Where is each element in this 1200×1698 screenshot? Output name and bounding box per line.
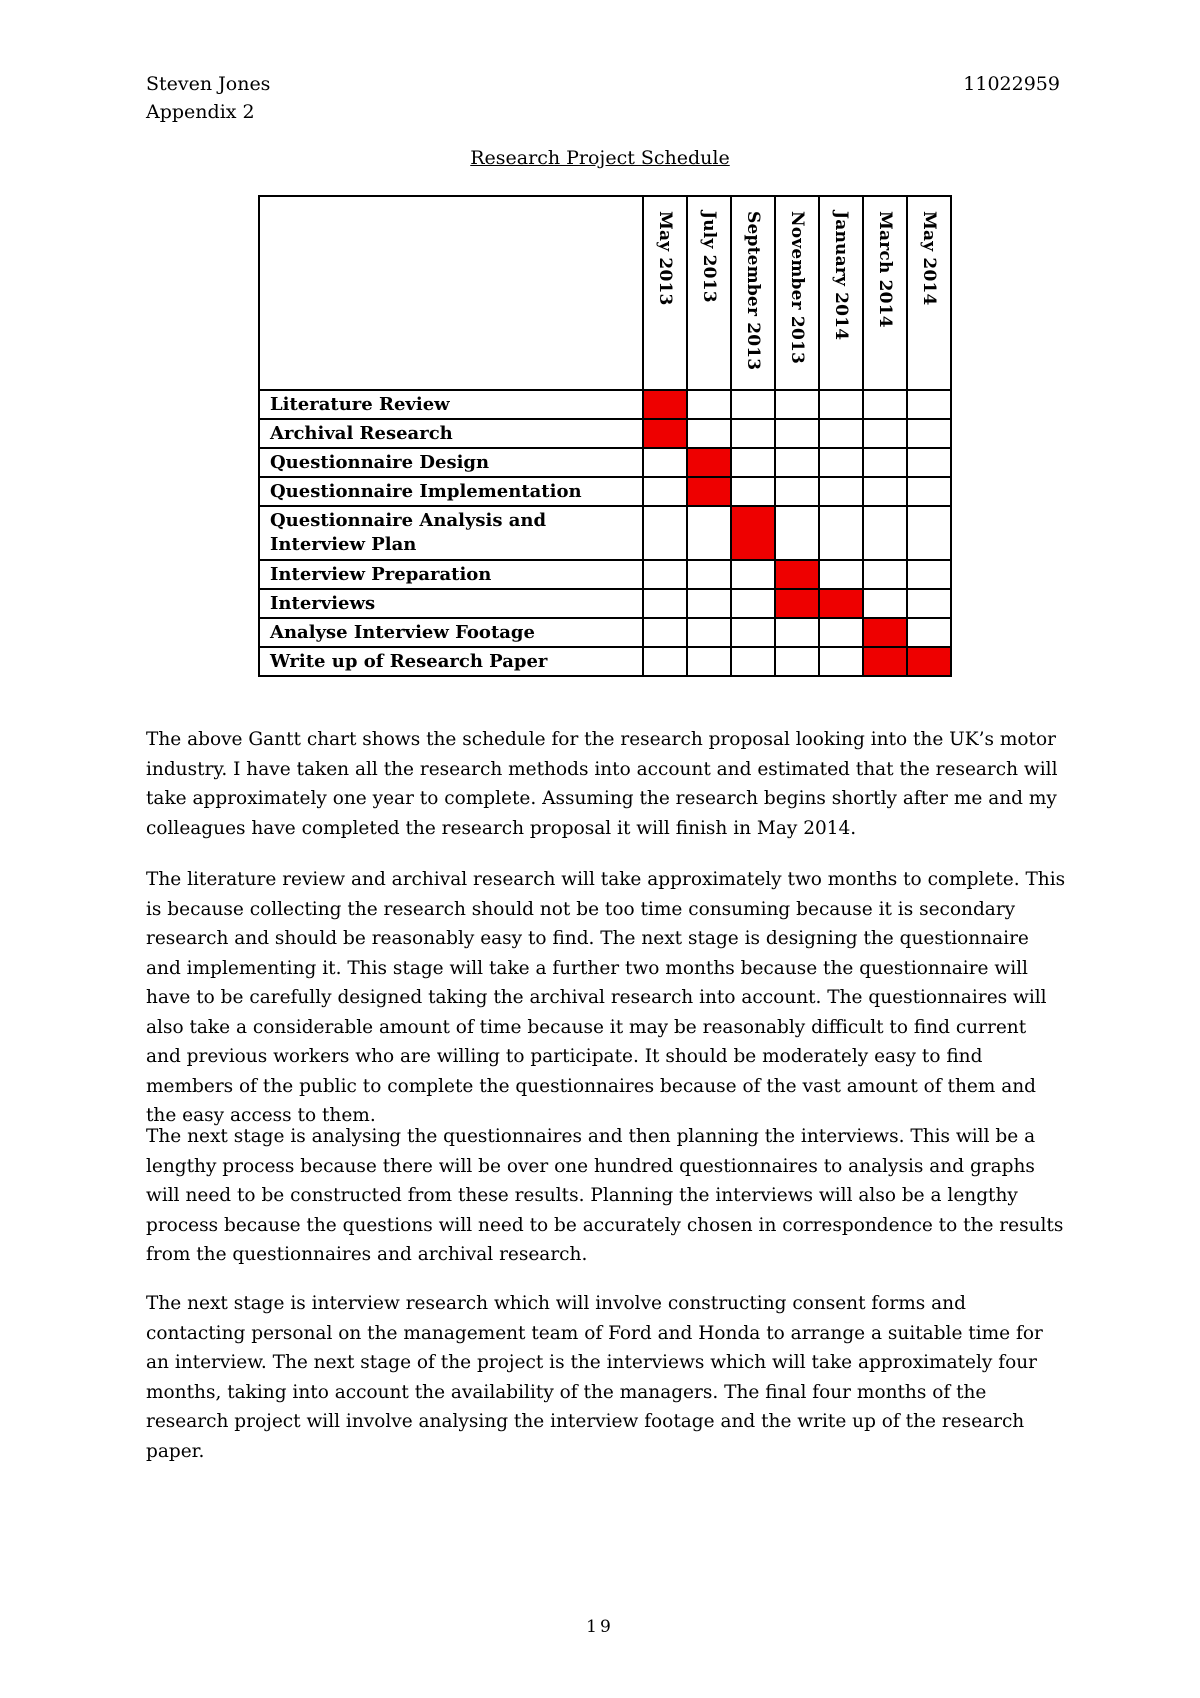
student-id: 11022959 [963,73,1060,95]
month-header [643,196,687,390]
schedule-cell [819,618,863,647]
month-label: November 2013 [787,211,807,365]
schedule-cell [907,477,951,506]
schedule-cell [907,589,951,618]
schedule-cell [907,390,951,419]
schedule-cell-active [643,419,687,448]
schedule-cell-active [687,477,731,506]
schedule-cell [643,477,687,506]
schedule-cell [687,647,731,676]
schedule-cell [731,390,775,419]
page-number: 19 [586,1617,614,1637]
month-header [907,196,951,390]
month-label: July 2013 [699,211,719,303]
schedule-cell-active [907,647,951,676]
schedule-cell [731,647,775,676]
schedule-cell [643,506,687,560]
page-title-text: Research Project Schedule [470,147,730,169]
task-row [259,560,951,589]
task-row [259,448,951,477]
gantt-body [259,390,951,676]
schedule-cell-active [731,506,775,560]
schedule-cell [731,618,775,647]
month-label: March 2014 [875,211,895,328]
schedule-cell [687,560,731,589]
schedule-cell [643,618,687,647]
schedule-cell [731,560,775,589]
schedule-cell-active [643,390,687,419]
author-name: Steven Jones [146,73,271,95]
task-row [259,506,951,560]
schedule-cell [863,419,907,448]
month-label: September 2013 [743,211,763,371]
schedule-cell [907,448,951,477]
task-name: Questionnaire Design [259,448,643,477]
schedule-cell [775,506,819,560]
schedule-cell [819,647,863,676]
schedule-cell [775,448,819,477]
body-paragraph: The literature review and archival research will take approximately two months to complete. This is because collecting the research should not be too time consuming because it is secondary research and should be reasonably easy to find. The next stage is designing the questionnaire and implementing it. This stage will take a further two months because the questionnaire will have to be carefully designed taking the archival research into account. The questionnaires will also take a considerable amount of time because it may be reasonably difficult to find current and previous workers who are willing to participate. It should be moderately easy to find members of the public to complete the questionnaires because of the vast amount of them and the easy access to them. [146,869,1066,1126]
schedule-cell [819,419,863,448]
schedule-cell [819,560,863,589]
body-paragraph: The above Gantt chart shows the schedule for the research proposal looking into the UK’s motor industry. I have taken all the research methods into account and estimated that the research will take approximately one year to complete. Assuming the research begins shortly after me and my colleagues have completed the research proposal it will finish in May 2014. [146,729,1058,839]
schedule-cell-active [687,448,731,477]
task-name: Interviews [259,589,643,618]
schedule-cell [775,647,819,676]
gantt-chart-table [258,195,952,677]
schedule-cell [907,618,951,647]
task-name: Analyse Interview Footage [259,618,643,647]
task-name: Literature Review [259,390,643,419]
month-header [731,196,775,390]
schedule-cell [687,506,731,560]
appendix-label: Appendix 2 [146,101,255,123]
month-label: May 2013 [655,211,675,306]
task-name: Archival Research [259,419,643,448]
task-row [259,618,951,647]
month-header [775,196,819,390]
schedule-cell [643,647,687,676]
month-header [863,196,907,390]
month-label: January 2014 [831,211,851,341]
schedule-cell [819,477,863,506]
schedule-cell [863,506,907,560]
task-name: Questionnaire Implementation [259,477,643,506]
schedule-cell [687,618,731,647]
schedule-cell [819,448,863,477]
schedule-cell [819,390,863,419]
schedule-cell [775,390,819,419]
gantt-header-row [259,196,951,390]
task-name: Write up of Research Paper [259,647,643,676]
schedule-cell-active [863,647,907,676]
schedule-cell [687,390,731,419]
task-row [259,647,951,676]
schedule-cell [731,589,775,618]
body-paragraph: The next stage is analysing the questionnaires and then planning the interviews. This will be a lengthy process because there will be over one hundred questionnaires to analysis and graphs will need to be constructed from these results. Planning the interviews will also be a lengthy process because the questions will need to be accurately chosen in correspondence to the results from the questionnaires and archival research. [146,1126,1064,1265]
page-title [0,145,1200,171]
schedule-cell [863,477,907,506]
task-row [259,390,951,419]
schedule-cell [731,419,775,448]
task-row [259,589,951,618]
schedule-cell [775,477,819,506]
schedule-cell-active [775,589,819,618]
schedule-cell [643,589,687,618]
schedule-cell-active [819,589,863,618]
task-row [259,477,951,506]
task-row [259,419,951,448]
schedule-cell [643,560,687,589]
body-paragraph: The next stage is interview research which will involve constructing consent forms and contacting personal on the management team of Ford and Honda to arrange a suitable time for an interview. The next stage of the project is the interviews which will take approximately four months, taking into account the availability of the managers. The final four months of the research project will involve analysing the interview footage and the write up of the research paper. [146,1293,1043,1462]
schedule-cell [863,390,907,419]
schedule-cell [819,506,863,560]
month-header [687,196,731,390]
schedule-cell-active [863,618,907,647]
schedule-cell-active [775,560,819,589]
schedule-cell [863,589,907,618]
schedule-cell [863,560,907,589]
schedule-cell [775,419,819,448]
schedule-cell [907,560,951,589]
schedule-cell [687,589,731,618]
schedule-cell [643,448,687,477]
gantt-corner-cell [259,196,643,390]
task-name: Questionnaire Analysis and Interview Plan [259,506,643,560]
schedule-cell [907,419,951,448]
schedule-cell [907,506,951,560]
schedule-cell [863,448,907,477]
schedule-cell [775,618,819,647]
schedule-cell [731,477,775,506]
month-label: May 2014 [919,211,939,306]
schedule-cell [687,419,731,448]
schedule-cell [731,448,775,477]
task-name: Interview Preparation [259,560,643,589]
month-header [819,196,863,390]
